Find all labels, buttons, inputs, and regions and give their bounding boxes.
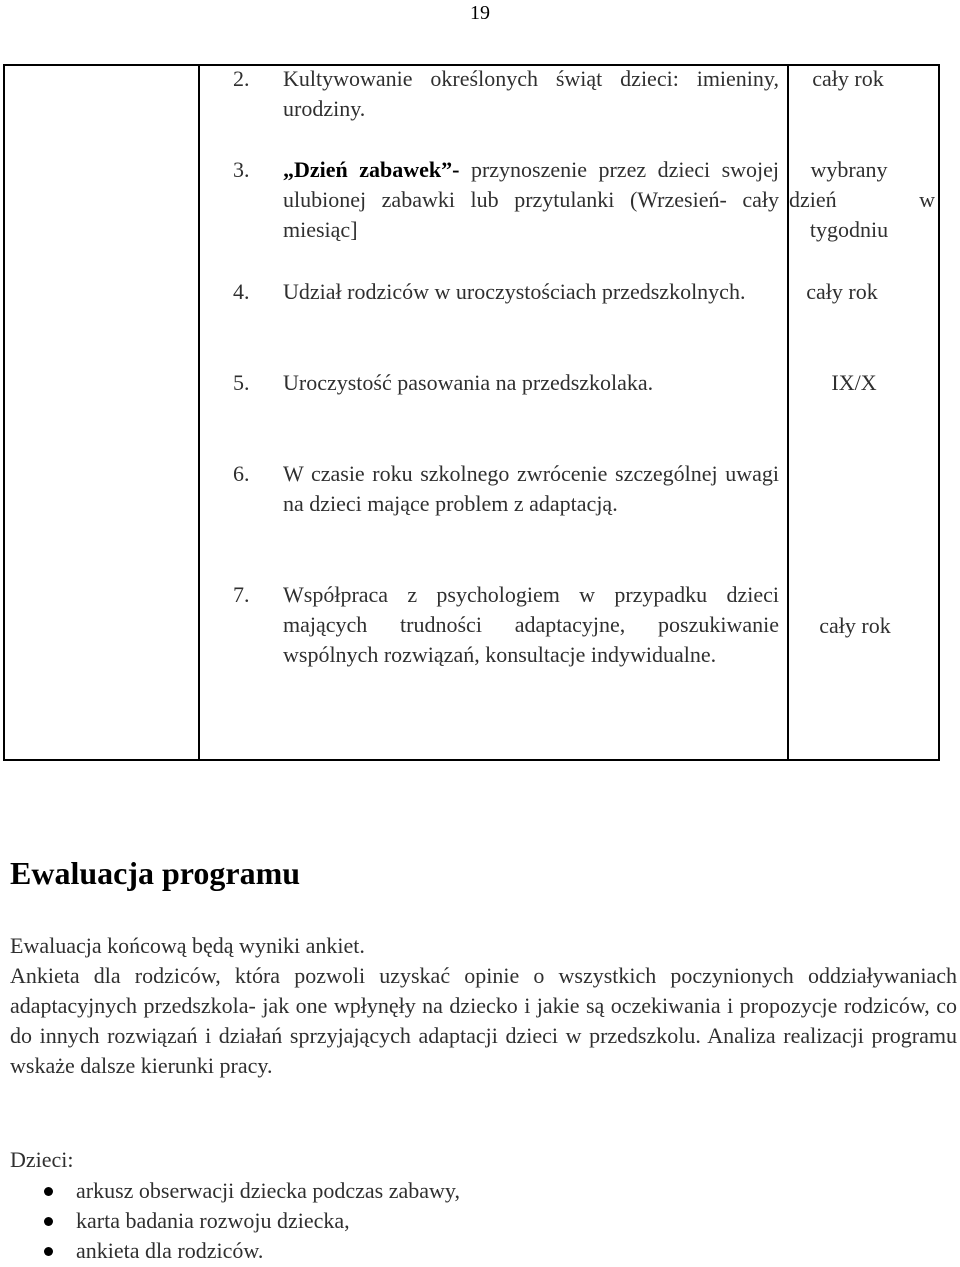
item-number: 4. bbox=[233, 279, 250, 304]
item-text: Udział rodziców w uroczystościach przedszkolnych. bbox=[283, 279, 746, 304]
children-label: Dzieci: bbox=[10, 1147, 74, 1172]
page-number: 19 bbox=[470, 2, 490, 24]
timing-line: wybrany bbox=[810, 157, 888, 182]
item-number: 3. bbox=[233, 157, 250, 182]
item-timing: cały rok bbox=[806, 279, 878, 304]
item-text: W czasie roku szkolnego zwrócenie szczególnej uwagi na dzieci mające problem z adaptacją. bbox=[283, 461, 779, 516]
table-row-item-7 bbox=[233, 580, 779, 670]
item-number: 6. bbox=[233, 461, 250, 486]
item-number: 5. bbox=[233, 370, 250, 395]
item-bold-title: „Dzień zabawek”- bbox=[283, 157, 460, 182]
table-row-item-2 bbox=[233, 64, 779, 124]
evaluation-paragraph: Ankieta dla rodziców, która pozwoli uzyskać opinie o wszystkich poczynionych oddziaływaniach adaptacyjnych przedszkola- jak one wpłynęły na dziecko i jakie są oczekiwania i propozycje rodziców, co do innych rozwiązań i działań sprzyjających adaptacji dzieci w przedszkolu. Analiza realizacji programu wskaże dalsze kierunki pracy. bbox=[10, 963, 957, 1078]
timing-line: w bbox=[919, 187, 935, 212]
item-text: Uroczystość pasowania na przedszkolaka. bbox=[283, 370, 654, 395]
timing-line: dzień bbox=[789, 187, 837, 212]
list-item: arkusz obserwacji dziecka podczas zabawy, bbox=[40, 1176, 460, 1206]
timing-line-row bbox=[789, 185, 935, 215]
table-row-item-3 bbox=[233, 155, 779, 245]
item-timing: IX/X bbox=[831, 370, 877, 395]
table-row-item-5 bbox=[233, 368, 779, 398]
item-text: Kultywowanie określonych świąt dzieci: imieniny, urodziny. bbox=[283, 66, 779, 121]
table-row-item-4 bbox=[233, 277, 779, 307]
item-timing bbox=[789, 155, 935, 245]
section-title: Ewaluacja programu bbox=[10, 855, 301, 891]
item-number: 2. bbox=[233, 66, 250, 91]
list-item: karta badania rozwoju dziecka, bbox=[40, 1206, 460, 1236]
item-timing: cały rok bbox=[819, 613, 891, 638]
list-item: ankieta dla rodziców. bbox=[40, 1236, 460, 1266]
item-number: 7. bbox=[233, 582, 250, 607]
item-text bbox=[283, 155, 779, 245]
bullet-list bbox=[40, 1176, 460, 1266]
item-timing: cały rok bbox=[812, 66, 884, 91]
item-description: przynoszenie przez dzieci swojej ulubionej zabawki lub przytulanki (Wrzesień- cały miesiąc] bbox=[283, 157, 780, 242]
timing-line: tygodniu bbox=[809, 217, 889, 242]
item-text: Współpraca z psychologiem w przypadku dzieci mających trudności adaptacyjne, poszukiwanie wspólnych rozwiązań, konsultacje indywidualne. bbox=[283, 582, 779, 667]
table-row-item-6 bbox=[233, 459, 779, 519]
evaluation-intro: Ewaluacja końcową będą wyniki ankiet. bbox=[10, 933, 365, 958]
column-divider bbox=[198, 66, 200, 759]
